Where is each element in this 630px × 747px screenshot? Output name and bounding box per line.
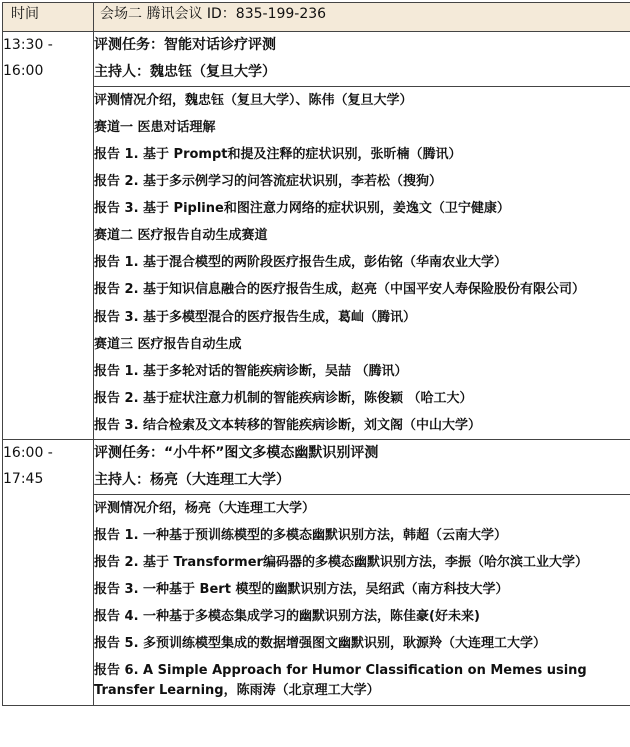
session-2-task-title: 评测任务：“小牛杯”图文多模态幽默识别评测 (94, 445, 379, 461)
list-item: 报告 2. 基于 Transformer编码器的多模态幽默识别方法，李振（哈尔滨工业大学） (94, 555, 588, 570)
session-1-task-title: 评测任务：智能对话诊疗评测 (94, 37, 276, 53)
session-1-task-row (3, 32, 630, 87)
header-venue: 会场二 腾讯会议 ID：835-199-236 (94, 3, 630, 32)
list-item: 报告 1. 基于多轮对话的智能疾病诊断，吴喆 （腾讯） (94, 364, 408, 379)
list-item: 报告 3. 一种基于 Bert 模型的幽默识别方法，吴绍武（南方科技大学） (94, 582, 509, 597)
list-item: 评测情况介绍，魏忠钰（复旦大学）、陈伟（复旦大学） (94, 93, 413, 108)
session-1-items (94, 87, 630, 440)
list-item: 报告 3. 基于 Pipline和图注意力网络的症状识别，姜逸文（卫宁健康） (94, 201, 510, 216)
schedule-table (2, 2, 630, 706)
list-item: 报告 2. 基于知识信息融合的医疗报告生成，赵亮（中国平安人寿保险股份有限公司） (94, 282, 586, 297)
session-2-items-row (3, 495, 630, 706)
list-item: 赛道三 医疗报告自动生成 (94, 337, 242, 352)
session-1-time-start: 13:30 - (3, 37, 53, 53)
list-item: 报告 3. 基于多模型混合的医疗报告生成，葛屾（腾讯） (94, 310, 417, 325)
session-2-time-end: 17:45 (3, 471, 44, 487)
session-2-task-row (3, 440, 630, 495)
list-item: 报告 1. 一种基于预训练模型的多模态幽默识别方法，韩超（云南大学） (94, 528, 508, 543)
header-time: 时间 (3, 3, 94, 32)
session-1-time-end: 16:00 (3, 63, 44, 79)
list-item: 报告 4. 一种基于多模态集成学习的幽默识别方法，陈佳豪(好未来) (94, 609, 480, 624)
session-1-items-row (3, 87, 630, 440)
session-2-host: 主持人：杨亮（大连理工大学） (94, 472, 290, 488)
list-item: 报告 1. 基于混合模型的两阶段医疗报告生成，彭佑铭（华南农业大学） (94, 255, 508, 270)
list-item: 评测情况介绍，杨亮（大连理工大学） (94, 501, 316, 516)
session-2-time-start: 16:00 - (3, 445, 53, 461)
list-item: 赛道一 医患对话理解 (94, 120, 216, 135)
list-item: 报告 2. 基于多示例学习的问答流症状识别，李若松（搜狗） (94, 174, 443, 189)
session-1-time (3, 32, 94, 440)
list-item: 报告 2. 基于症状注意力机制的智能疾病诊断，陈俊颖 （哈工大） (94, 391, 473, 406)
session-1-task-cell (94, 32, 630, 87)
list-item: 报告 1. 基于 Prompt和提及注释的症状识别，张昕楠（腾讯） (94, 147, 462, 162)
list-item: 报告 3. 结合检索及文本转移的智能疾病诊断，刘文阁（中山大学） (94, 418, 482, 433)
session-1-host: 主持人：魏忠钰（复旦大学） (94, 64, 276, 80)
header-row (3, 3, 630, 32)
session-2-task-cell (94, 440, 630, 495)
session-2-items (94, 495, 630, 706)
session-2-time (3, 440, 94, 706)
list-item: 报告 5. 多预训练模型集成的数据增强图文幽默识别，耿源羚（大连理工大学） (94, 636, 547, 651)
list-item: 赛道二 医疗报告自动生成赛道 (94, 228, 268, 243)
list-item: 报告 6. A Simple Approach for Humor Classification on Memes using Transfer Learning，陈雨涛（北京理工大学） (94, 663, 587, 698)
